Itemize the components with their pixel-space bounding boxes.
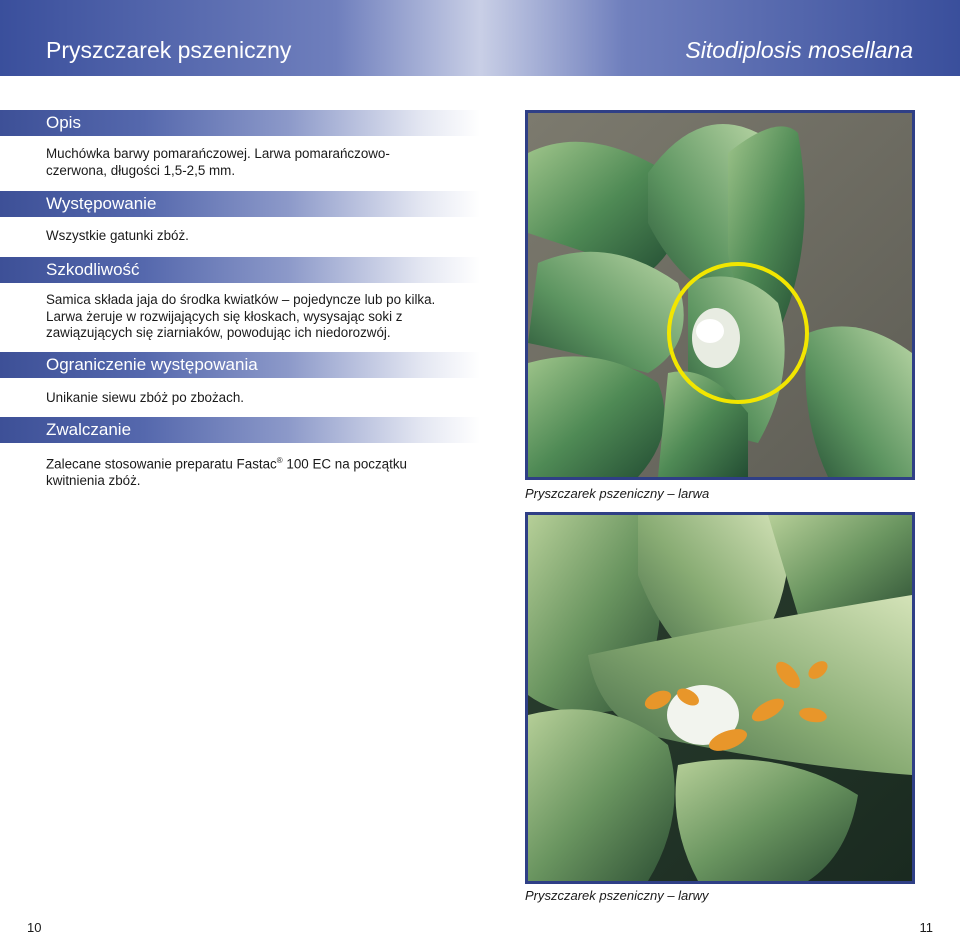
latin-name: Sitodiplosis mosellana — [685, 37, 913, 63]
section-heading-opis: Opis — [0, 110, 480, 136]
section-text-szkodliwosc: Samica składa jaja do środka kwiatków – pojedyncze lub po kilka. Larwa żeruje w rozwijających się kłoskach, wysysając soki z zawiązujących się ziarniaków, powodując ich niedorozwój. — [46, 292, 436, 340]
page-title: Pryszczarek pszeniczny — [46, 37, 292, 63]
page-header — [0, 0, 960, 76]
photo-caption-2: Pryszczarek pszeniczny – larwy — [525, 888, 709, 903]
section-text-opis: Muchówka barwy pomarańczowej. Larwa pomarańczowo-czerwona, długości 1,5-2,5 mm. — [46, 146, 390, 178]
section-heading-zwalczanie: Zwalczanie — [0, 417, 480, 443]
section-heading-ograniczenie: Ograniczenie występowania — [0, 352, 480, 378]
page-number-right: 11 — [919, 920, 933, 935]
section-heading-szkodliwosc: Szkodliwość — [0, 257, 480, 283]
section-text-ograniczenie: Unikanie siewu zbóż po zbożach. — [46, 390, 244, 405]
page-number-left: 10 — [27, 920, 42, 935]
section-heading-wystepowanie: Występowanie — [0, 191, 480, 217]
photo-larvae-closeup — [525, 512, 915, 884]
photo-caption-1: Pryszczarek pszeniczny – larwa — [525, 486, 710, 501]
section-text-wystepowanie: Wszystkie gatunki zbóż. — [46, 228, 189, 243]
section-text-zwalczanie: Zalecane stosowanie preparatu Fastac® 100 EC na początku kwitnienia zbóż. — [46, 456, 407, 488]
photo-larva-closeup — [525, 110, 915, 480]
